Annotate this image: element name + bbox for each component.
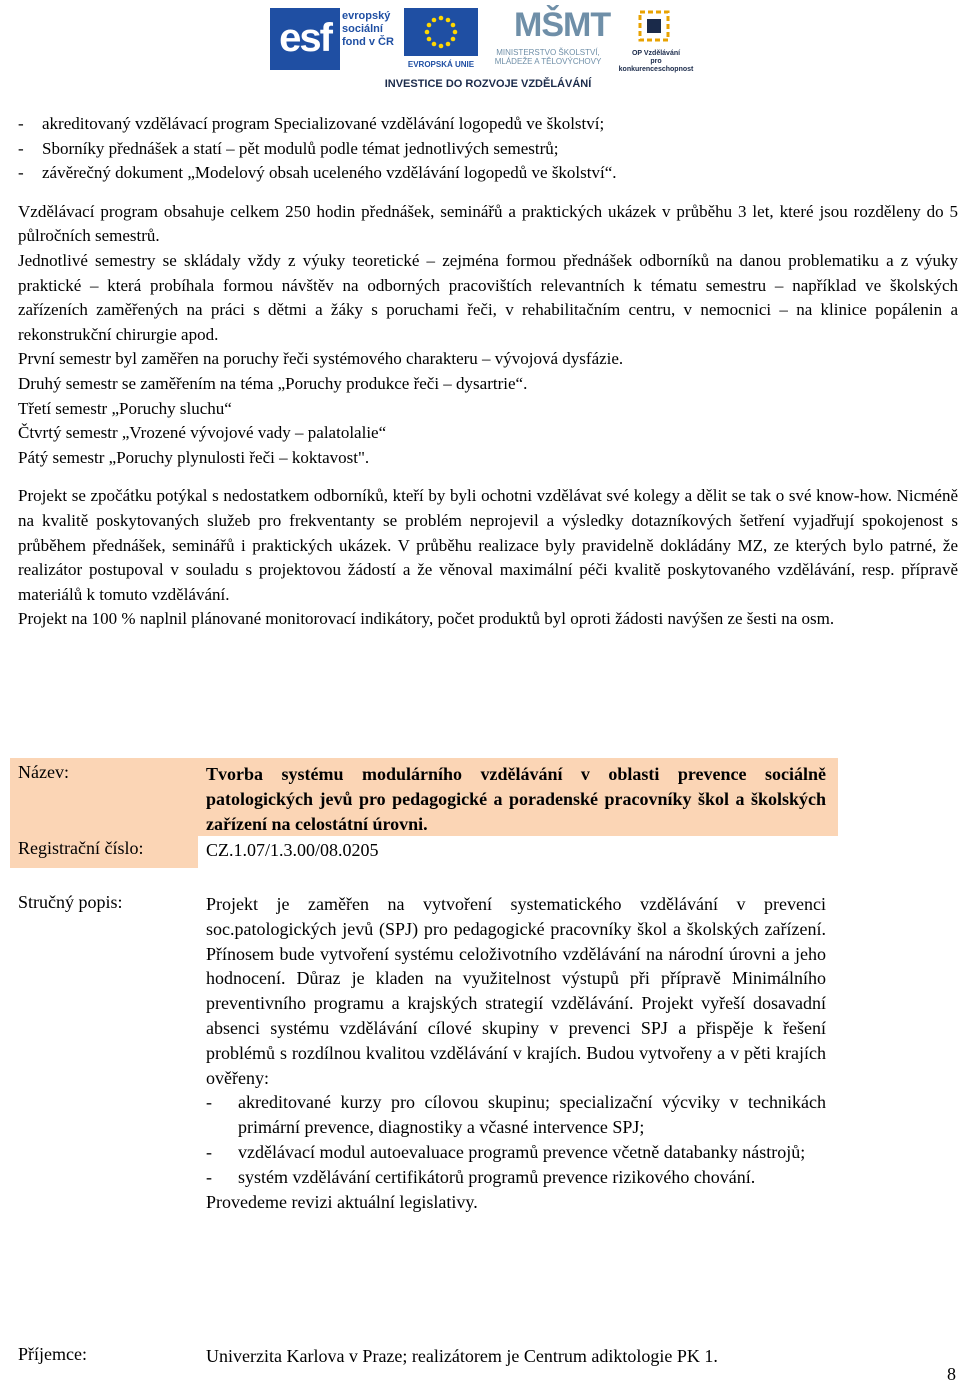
semester-line: Pátý semestr „Poruchy plynulosti řeči – koktavost". xyxy=(18,447,370,467)
investment-slogan: INVESTICE DO ROZVOJE VZDĚLÁVÁNÍ xyxy=(384,78,592,90)
recipient-value: Univerzita Karlova v Praze; realizátorem je Centrum adiktologie PK 1. xyxy=(206,1346,718,1366)
semester-line: Třetí semestr „Poruchy sluchu“ xyxy=(18,398,232,418)
page-number: 8 xyxy=(947,1364,956,1384)
list-item: - závěrečný dokument „Modelový obsah uceleného vzdělávání logopedů ve školství“. xyxy=(18,163,617,183)
op-logo-icon xyxy=(634,6,674,46)
header-logos xyxy=(0,0,960,100)
msmt-mark: MŠMT xyxy=(514,6,611,44)
registration-row xyxy=(10,836,838,868)
list-item: - vzdělávací modul autoevaluace programů prevence včetně databanky nástrojů; xyxy=(206,1141,806,1162)
recipient-label: Příjemce: xyxy=(18,1344,87,1364)
description-end: Provedeme revizi aktuální legislativy. xyxy=(206,1191,478,1212)
op-caption: OP Vzdělávání pro konkurenceschopnost xyxy=(618,50,694,73)
description-row xyxy=(10,874,838,1316)
registration-label: Registrační číslo: xyxy=(18,838,144,858)
project-name-value: Tvorba systému modulárního vzdělávání v oblasti prevence sociálně patologických jevů pro pedagogické a poradenské pracovníky škol a školských zařízení na celostátní úrovni. xyxy=(206,764,826,834)
list-item: - Sborníky přednášek a statí – pět modulů podle témat jednotlivých semestrů; xyxy=(18,138,559,158)
description-label: Stručný popis: xyxy=(18,892,123,912)
list-item: - systém vzdělávání certifikátorů programů prevence rizikového chování. xyxy=(206,1166,756,1187)
semester-line: První semestr byl zaměřen na poruchy řeči systémového charakteru – vývojová dysfázie. xyxy=(18,349,624,369)
semester-line: Čtvrtý semestr „Vrozené vývojové vady – palatolalie“ xyxy=(18,423,387,443)
description-value xyxy=(206,892,826,1214)
op-logo xyxy=(614,6,698,74)
semesters-paragraph: Jednotlivé semestry se skládaly vždy z výuky teoretické – zejména formou přednášek odborníků na danou problematiku a z výuky praktické – která probíhala formou návštěv na odborných pracovištích relevantních k tématu semestru – například ve školských zařízeních zaměřených na práci s dětmi a žáky s poruchami řeči, v rehabilitačním centru, v nemocnici – na klinice popálenin a rekonstrukční chirurgie apod. xyxy=(18,250,958,344)
semester-line: Druhý semestr se zaměřením na téma „Poruchy produkce řeči – dysartrie“. xyxy=(18,373,528,393)
eu-caption: EVROPSKÁ UNIE xyxy=(407,60,475,69)
eu-flag-logo xyxy=(404,8,478,74)
list-item: - akreditované kurzy pro cílovou skupinu; specializační výcviky v technikách primární prevence, diagnostiky a včasné intervence SPJ; xyxy=(206,1092,826,1138)
program-paragraph: Vzdělávací program obsahuje celkem 250 hodin přednášek, seminářů a praktických ukázek v průběhu 3 let, které jsou rozděleny do 5 půlročních semestrů. xyxy=(18,201,958,246)
esf-text: evropský sociální fond v ČR xyxy=(342,10,394,48)
description-list xyxy=(206,1090,826,1189)
document-body xyxy=(18,112,958,632)
eu-flag-icon xyxy=(404,8,478,56)
registration-value: CZ.1.07/1.3.00/08.0205 xyxy=(206,840,379,860)
msmt-caption: MINISTERSTVO ŠKOLSTVÍ, MLÁDEŽE A TĚLOVÝCHOVY xyxy=(494,48,602,66)
recipient-row xyxy=(10,1340,838,1380)
project-name-label: Název: xyxy=(18,762,69,782)
indicators-paragraph: Projekt na 100 % naplnil plánované monitorovací indikátory, počet produktů byl oproti žádosti navýšen ze šesti na osm. xyxy=(18,609,835,629)
project-name-row xyxy=(10,758,838,836)
evaluation-paragraph: Projekt se zpočátku potýkal s nedostatkem odborníků, kteří by byli ochotni vzdělávat své kolegy a dělit se tak o své know-how. Nicméně na kvalitě poskytovaných služeb pro frekventanty se problém neprojevil a výsledky dotazníkových šetření vyjadřují spokojenost s průběhem přednášek, seminářů i praktických ukázek. V průběhu realizace byly pravidelně dokládány MZ, ze kterých bylo patrné, že realizátor postupoval v souladu s projektovou žádostí a že věnoval maximální péči kvalitě poskytovaného vzdělávání, resp. přípravě materiálů k tomuto vzdělávání. xyxy=(18,486,958,604)
intro-list xyxy=(18,112,958,186)
esf-mark: esf xyxy=(270,8,340,70)
description-text: Projekt je zaměřen na vytvoření systematického vzdělávání v prevenci soc.patologických jevů (SPJ) pro pedagogické pracovníky škol a školských zařízení. Přínosem bude vytvoření systému celoživotního vzdělávání na národní úrovni a jeho hodnocení. Důraz je kladen na využitelnost výstupů při přípravě Minimálního preventivního programu a krajských strategií vzdělávání. Projekt vyřeší dosavadní absenci systému vzdělávání cílové skupiny v prevenci SPJ a přispěje k řešení problémů s rozdílnou kvalitou vzdělávání v krajích. Budou vytvořeny a v pěti krajích ověřeny: xyxy=(206,894,826,1088)
semester-list xyxy=(18,347,958,470)
msmt-logo xyxy=(484,6,612,74)
list-item: - akreditovaný vzdělávací program Specializované vzdělávání logopedů ve školství; xyxy=(18,114,605,133)
esf-logo xyxy=(270,8,400,70)
project-table xyxy=(10,758,838,1380)
